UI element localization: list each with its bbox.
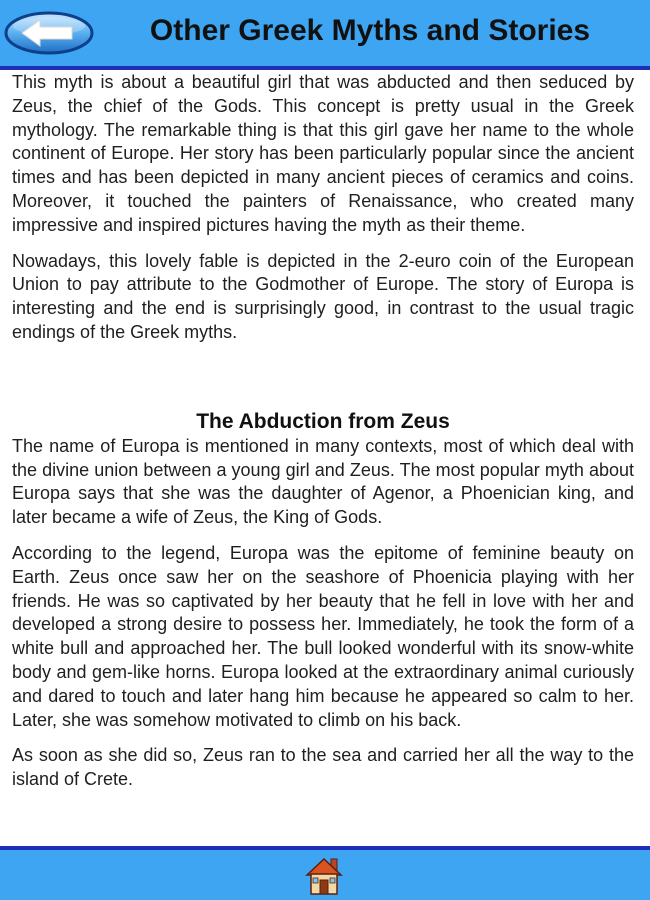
- section-title: The Abduction from Zeus: [196, 409, 450, 433]
- back-arrow-icon: [4, 11, 94, 55]
- home-button[interactable]: [304, 854, 344, 896]
- header-bar: [0, 0, 650, 66]
- home-icon: [304, 854, 344, 896]
- article-content[interactable]: [12, 71, 634, 846]
- section-paragraph-3: As soon as she did so, Zeus ran to the sea and carried her all the way to the island of Crete.: [12, 745, 634, 790]
- intro-paragraph-1: This myth is about a beautiful girl that was abducted and then seduced by Zeus, the chief of the Gods. This concept is pretty usual in the Greek mythology. The remarkable thing is that this girl gave her name to the whole continent of Europe. Her story has been particularly popular since the ancient times and has been depicted in many ancient pieces of ceramics and coins. Moreover, it touched the painters of Renaissance, who created many impressive and inspired pictures having the myth as their theme.: [12, 72, 634, 235]
- back-button[interactable]: [4, 11, 94, 55]
- section-paragraph-2: According to the legend, Europa was the epitome of feminine beauty on Earth. Zeus once saw her on the seashore of Phoenicia playing with her friends. He was so captivated by her beauty that he fell in love with her and developed a strong desire to possess her. Immediately, he took the form of a white bull and approached her. The bull looked wonderful with its snow-white body and gem-like horns. Europa looked at the extraordinary animal curiously and dared to touch and later hang him because he appeared so calm to her. Later, she was somehow motivated to climb on his back.: [12, 542, 634, 730]
- page-title: Other Greek Myths and Stories: [149, 14, 591, 47]
- header-divider: [0, 66, 650, 70]
- intro-paragraph-2: Nowadays, this lovely fable is depicted in the 2-euro coin of the European Union to pay attribute to the Godmother of Europe. The story of Europa is interesting and the end is surprisingly good, in contrast to the usual tragic endings of the Greek myths.: [12, 250, 634, 342]
- section-spacer: [12, 357, 634, 409]
- section-paragraph-1: The name of Europa is mentioned in many contexts, most of which deal with the divine union between a young girl and Zeus. The most popular myth about Europa says that she was the daughter of Agenor, a Phoenician king, and later became a wife of Zeus, the King of Gods.: [12, 435, 634, 528]
